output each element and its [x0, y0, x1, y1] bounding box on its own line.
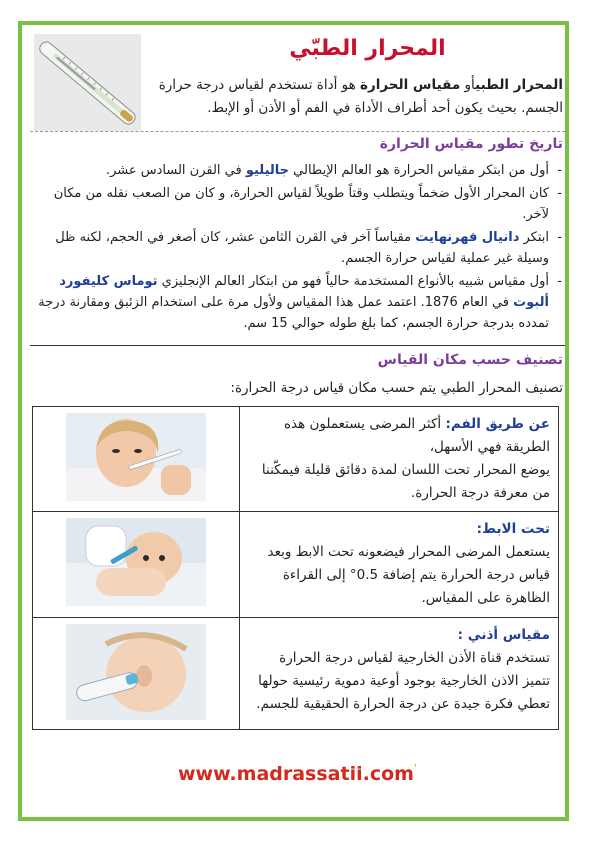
history-text: ابتكر	[519, 230, 549, 245]
section-divider	[30, 131, 565, 132]
intro-term-gauge: مقياس الحرارة	[360, 77, 461, 93]
baby-armpit-thermometer-photo	[66, 518, 206, 606]
row-text: أكثر المرضى يستعملون هذه الطريقة فهي الأسهل،	[283, 416, 550, 455]
history-text: مقياساً آخر في القرن الثامن عشر، كان أصغر في الحجم، لكنه ظل وسيلة غير عملية لقياس حرارة الجسم.	[55, 230, 549, 266]
ear-cell	[240, 618, 559, 730]
table-row	[33, 618, 559, 730]
history-text: أول مقياس شبيه بالأنواع المستخدمة حالياً فهو من ابتكار العالم الإنجليزي	[157, 274, 549, 289]
thermometer-image	[34, 34, 141, 131]
logo-text: www.madrassatii.com	[177, 763, 414, 785]
row-text: تتميز الاذن الخارجية بوجود أوعية دموية رئيسية حولها تعطي فكرة جيدة عن درجة الحرارة الحقيقية للجسم.	[256, 673, 550, 712]
armpit-photo-cell	[33, 512, 240, 618]
logo-mark: '	[413, 763, 417, 774]
history-text: في القرن السادس عشر.	[105, 163, 246, 178]
scientist-name: دانيال فهرنهايت	[415, 230, 520, 245]
classification-table	[32, 406, 559, 730]
row-title: مقياس أذني :	[457, 627, 550, 643]
intro-paragraph	[150, 74, 563, 120]
armpit-cell	[240, 512, 559, 618]
table-row	[33, 512, 559, 618]
section-divider	[30, 345, 565, 346]
classification-heading: تصنيف حسب مكان القياس	[377, 352, 563, 368]
intro-rest: هو أداة تستخدم لقياس درجة حرارة الجسم. بحيث يكون أحد أطراف الأداة في الفم أو الأذن أو الإبط.	[158, 77, 563, 116]
history-item	[30, 227, 549, 269]
history-item	[30, 160, 549, 181]
intro-or: أو	[460, 77, 476, 93]
row-text: يستعمل المرضى المحرار فيضعونه تحت الابط وبعد قياس درجة الحرارة يتم إضافة 0.5° إلى القراءة الظاهرة على المقياس.	[267, 544, 550, 606]
intro-term-thermometer: المحرار الطبي	[475, 77, 563, 93]
oral-cell	[240, 407, 559, 512]
child-oral-thermometer-photo	[66, 413, 206, 501]
classification-lead: تصنيف المحرار الطبي يتم حسب مكان قياس درجة الحرارة:	[230, 380, 563, 396]
row-text: يوضع المحرار تحت اللسان لمدة دقائق قليلة فيمكّننا من معرفة درجة الحرارة.	[261, 462, 550, 501]
row-title: عن طريق الفم:	[445, 416, 550, 432]
site-logo[interactable]	[0, 763, 595, 785]
baby-ear-thermometer-photo	[66, 624, 206, 720]
page-title: المحرار الطبّي	[289, 36, 446, 61]
history-item: - كان المحرار الأول ضخماً ويتطلب وقتاً طويلاً لقياس الحرارة، و كان من الصعب نقله من مكان لآخر.	[30, 183, 549, 225]
row-text: تستخدم قناة الأذن الخارجية لقياس درجة الحرارة	[279, 650, 550, 666]
history-text: أول من ابتكر مقياس الحرارة هو العالم الإيطالي	[289, 163, 549, 178]
history-list	[30, 160, 563, 336]
history-heading: تاريخ تطور مقياس الحرارة	[379, 136, 563, 152]
scientist-name: جاليليو	[245, 163, 290, 178]
history-text: في العام 1876. اعتمد عمل هذا المقياس ولأول مرة على استخدام الزئبق ومقارنة درجة تمدده بدرجة حرارة الجسم، كما بلغ طوله حوالي 15 سم.	[38, 295, 549, 331]
row-title: تحت الابط:	[476, 521, 550, 537]
history-item	[30, 271, 549, 334]
oral-photo-cell	[33, 407, 240, 512]
scientist-name: توماس كليفورد ألبوت	[59, 274, 549, 310]
ear-photo-cell	[33, 618, 240, 730]
table-row	[33, 407, 559, 512]
